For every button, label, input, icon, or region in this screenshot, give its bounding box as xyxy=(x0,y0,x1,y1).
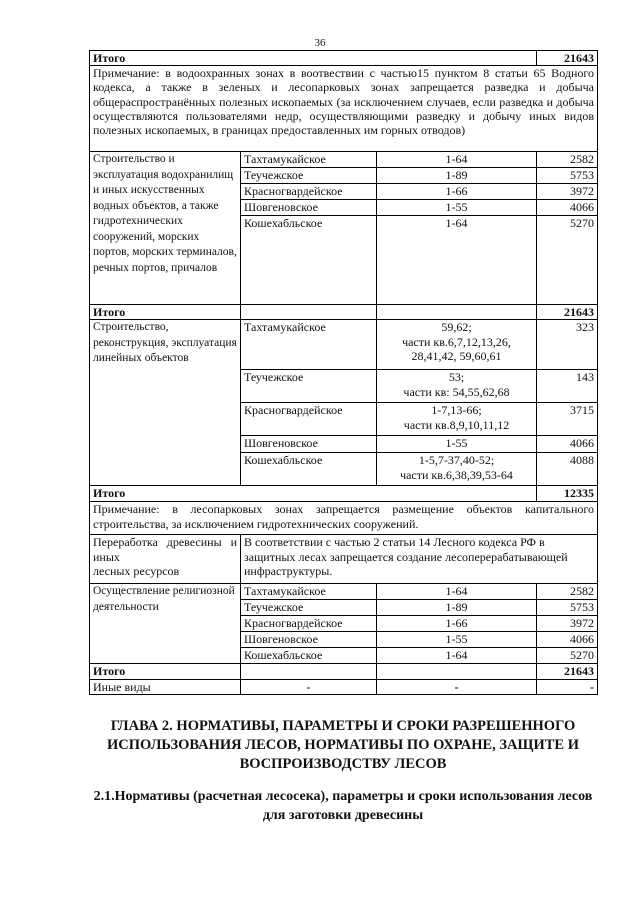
activity-cell: Осуществление религиозной деятельности xyxy=(90,584,241,664)
quarters-cell xyxy=(377,403,537,436)
area-cell: 2582 xyxy=(537,152,598,168)
quarters-line: части кв: 54,55,62,68 xyxy=(403,384,510,399)
forestry-cell: Теучежское xyxy=(241,168,377,184)
total-value: 12335 xyxy=(537,486,598,502)
quarters-cell: 1-55 xyxy=(377,436,537,453)
forestry-cell: Кошехабльское xyxy=(241,453,377,486)
total-value: 21643 xyxy=(537,305,598,320)
total-value: 21643 xyxy=(537,664,598,679)
area-cell: 143 xyxy=(537,370,598,403)
quarters-cell: 1-64 xyxy=(377,216,537,305)
total-label: Итого xyxy=(90,664,241,679)
area-cell: 3972 xyxy=(537,184,598,200)
chapter-title: ГЛАВА 2. НОРМАТИВЫ, ПАРАМЕТРЫ И СРОКИ РАЗРЕШЕННОГО ИСПОЛЬЗОВАНИЯ ЛЕСОВ, НОРМАТИВЫ ПО ОХРАНЕ, ЗАЩИТЕ И ВОСПРОИЗВОДСТВУ ЛЕСОВ xyxy=(107,718,579,772)
quarters-line: части кв.6,38,39,53-64 xyxy=(400,467,513,482)
total-row xyxy=(90,51,598,66)
area-cell: 5270 xyxy=(537,216,598,305)
section-title: 2.1.Нормативы (расчетная лесосека), параметры и сроки использования лесов для заготовки древесины xyxy=(93,789,593,823)
forestry-cell: Красногвардейское xyxy=(241,403,377,436)
total-value: 21643 xyxy=(537,51,598,66)
quarters-line: части кв.6,7,12,13,26, xyxy=(402,334,511,349)
quarters-line: 53; xyxy=(448,370,465,385)
area-cell: 5753 xyxy=(537,600,598,616)
forestry-cell: Теучежское xyxy=(241,370,377,403)
note-text: Примечание: в лесопарковых зонах запрещается размещение объектов капитального строительства, за исключением гидротехнических сооружений. xyxy=(90,502,598,535)
quarters-cell: 1-66 xyxy=(377,184,537,200)
table-row xyxy=(90,320,598,370)
forestry-cell: Теучежское xyxy=(241,600,377,616)
table-row xyxy=(90,152,598,168)
forestry-cell: Красногвардейское xyxy=(241,616,377,632)
total-label: Итого xyxy=(90,305,241,320)
area-cell: 2582 xyxy=(537,584,598,600)
forestry-cell: Кошехабльское xyxy=(241,648,377,664)
forestry-cell: Тахтамукайское xyxy=(241,320,377,370)
activity-cell: Строительство, реконструкция, эксплуатация линейных объектов xyxy=(90,320,241,486)
area-cell: 4088 xyxy=(537,453,598,486)
total-row xyxy=(90,486,598,502)
activity-line: Переработка древесины и иных xyxy=(93,535,237,564)
quarters-line: части кв.8,9,10,11,12 xyxy=(403,417,510,432)
quarters-cell xyxy=(377,453,537,486)
note-row xyxy=(90,66,598,152)
quarters-cell: 1-55 xyxy=(377,632,537,648)
activity-cell: Иные виды xyxy=(90,679,241,694)
quarters-line: 1-5,7-37,40-52; xyxy=(418,453,495,468)
note-row xyxy=(90,502,598,535)
area-cell: 3715 xyxy=(537,403,598,436)
area-cell: 5753 xyxy=(537,168,598,184)
total-row xyxy=(90,305,598,320)
quarters-cell xyxy=(377,370,537,403)
note-text: Примечание: в водоохранных зонах в воотвествии с частью15 пунктом 8 статьи 65 Водного кодекса, а также в зеленых и лесопарковых зонах запрещается разведка и добыча общераспространённых полезных ископаемых (за исключением случаев, если разведка и добыча осуществляются пользователями недр, осуществляющими разведку и добычу иных видов полезных ископаемых, в границах предоставленных им горных отводов) xyxy=(90,66,598,152)
forest-use-table xyxy=(89,50,598,695)
activity-line: лесных ресурсов xyxy=(93,563,180,578)
forestry-cell: Шовгеновское xyxy=(241,632,377,648)
dash-cell: - xyxy=(537,679,598,694)
area-cell: 4066 xyxy=(537,632,598,648)
quarters-cell: 1-55 xyxy=(377,200,537,216)
quarters-cell: 1-89 xyxy=(377,600,537,616)
area-cell: 4066 xyxy=(537,200,598,216)
total-row xyxy=(90,664,598,679)
table-row xyxy=(90,584,598,600)
forestry-cell: Шовгеновское xyxy=(241,436,377,453)
quarters-cell: 1-89 xyxy=(377,168,537,184)
quarters-line: 28,41,42, 59,60,61 xyxy=(411,348,502,363)
dash-cell: - xyxy=(377,679,537,694)
table-row xyxy=(90,535,598,584)
forestry-cell: Тахтамукайское xyxy=(241,584,377,600)
quarters-cell xyxy=(377,320,537,370)
total-label: Итого xyxy=(90,51,537,66)
quarters-cell: 1-64 xyxy=(377,152,537,168)
quarters-cell: 1-64 xyxy=(377,648,537,664)
area-cell: 3972 xyxy=(537,616,598,632)
total-label: Итого xyxy=(90,486,537,502)
forestry-cell: Красногвардейское xyxy=(241,184,377,200)
quarters-cell: 1-66 xyxy=(377,616,537,632)
area-cell: 5270 xyxy=(537,648,598,664)
quarters-line: 59,62; xyxy=(441,320,472,335)
area-cell: 323 xyxy=(537,320,598,370)
page-number: 36 xyxy=(314,37,326,49)
forestry-cell: Кошехабльское xyxy=(241,216,377,305)
table-row xyxy=(90,679,598,694)
quarters-cell: 1-64 xyxy=(377,584,537,600)
regulation-text: В соответствии с частью 2 статьи 14 Лесного кодекса РФ в защитных лесах запрещается создание лесоперерабатывающей инфраструктуры. xyxy=(241,535,598,584)
dash-cell: - xyxy=(241,679,377,694)
activity-cell xyxy=(90,535,241,584)
forestry-cell: Шовгеновское xyxy=(241,200,377,216)
activity-cell: Строительство и эксплуатация водохранилищ и иных искусственных водных объектов, а также гидротехнических сооружений, морских портов, морских терминалов, речных портов, причалов xyxy=(90,152,241,305)
forestry-cell: Тахтамукайское xyxy=(241,152,377,168)
area-cell: 4066 xyxy=(537,436,598,453)
quarters-line: 1-7,13-66; xyxy=(431,403,482,418)
